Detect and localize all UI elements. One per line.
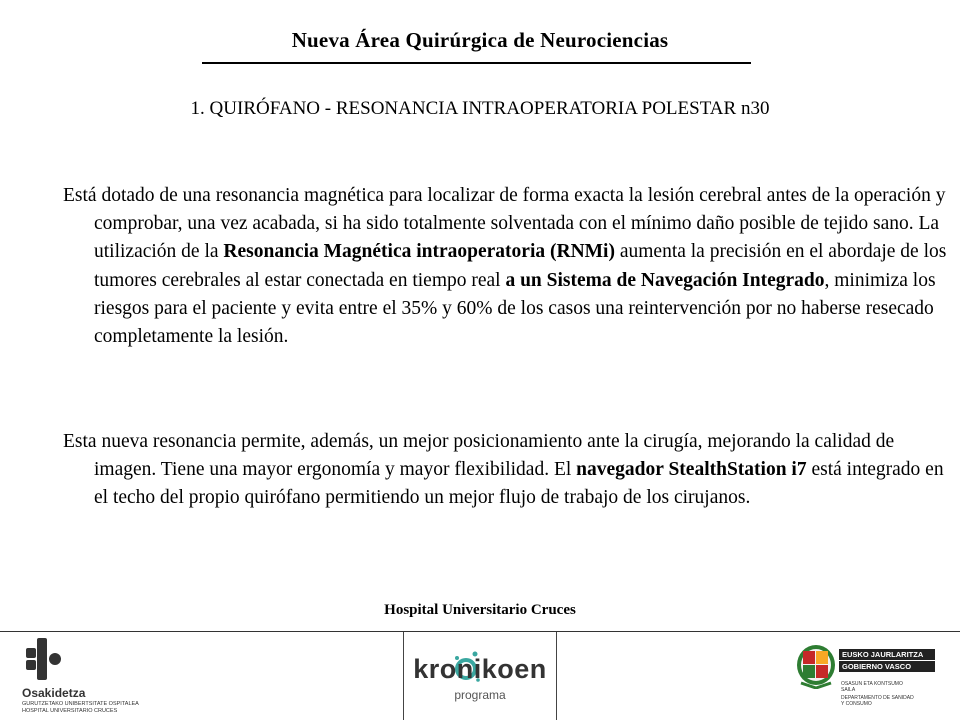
title-underline — [202, 62, 751, 64]
osakidetza-line1: GURUTZETAKO UNIBERTSITATE OSPITALEA — [22, 701, 139, 707]
section-subtitle: 1. QUIRÓFANO - RESONANCIA INTRAOPERATORIA POLESTAR n30 — [190, 98, 770, 119]
dept-es-1: DEPARTAMENTO DE SANIDAD — [841, 695, 914, 701]
osakidetza-line2: HOSPITAL UNIVERSITARIO CRUCES — [22, 708, 118, 714]
p1-bold-2: a un Sistema de Navegación Integrado — [505, 269, 825, 291]
p2-bold-1: navegador StealthStation i7 — [576, 459, 807, 481]
p2-text-1: Esta nueva resonancia permite, además, un mejor posicionamiento ante la cirugía, mejorando la calidad de imagen. Tiene una mayor ergonomía y mayor flexibilidad. El — [63, 431, 895, 481]
osakidetza-name: Osakidetza — [22, 686, 86, 700]
paragraph-2 — [63, 428, 954, 513]
dept-eu-2: SAILA — [841, 687, 856, 693]
osakidetza-subtitle — [22, 701, 162, 715]
hospital-name: Hospital Universitario Cruces — [384, 602, 576, 618]
kronikoen-programa: programa — [454, 688, 506, 702]
gobierno-line1: EUSKO JAURLARITZA — [839, 649, 935, 660]
p1-text-3: , minimiza los riesgos para el paciente y evita entre el 35% y 60% de los casos una reintervención por no haberse resecado completamente la lesión. — [94, 269, 936, 348]
kronikoen-name: kronikoen — [413, 654, 547, 684]
osakidetza-cross-icon — [22, 638, 62, 682]
coat-of-arms-icon — [795, 643, 837, 689]
p2-text-2: está integrado en el techo del propio quirófano permitiendo un mejor flujo de trabajo de los cirujanos. — [94, 459, 944, 509]
dept-es — [841, 695, 951, 707]
dept-eu-1: OSASUN ETA KONTSUMO — [841, 681, 903, 687]
kronikoen-logo — [403, 632, 557, 720]
dept-eu — [841, 681, 951, 693]
p1-bold-1: Resonancia Magnética intraoperatoria (RNMi) — [223, 241, 615, 263]
dept-es-2: Y CONSUMO — [841, 701, 872, 707]
p1-text-2: aumenta la precisión en el abordaje de los tumores cerebrales al estar conectada en tiempo real — [94, 241, 947, 291]
gobierno-vasco-logo — [795, 643, 955, 720]
page-title: Nueva Área Quirúrgica de Neurociencias — [291, 28, 669, 52]
p1-text-1: Está dotado de una resonancia magnética para localizar de forma exacta la lesión cerebral antes de la operación y comprobar, una vez acabada, si ha sido totalmente solventada con el mínimo daño posible de tejido sano. La utilización de la — [63, 185, 946, 263]
gobierno-line2: GOBIERNO VASCO — [839, 661, 935, 672]
osakidetza-logo — [22, 638, 139, 718]
paragraph-1 — [63, 182, 954, 351]
